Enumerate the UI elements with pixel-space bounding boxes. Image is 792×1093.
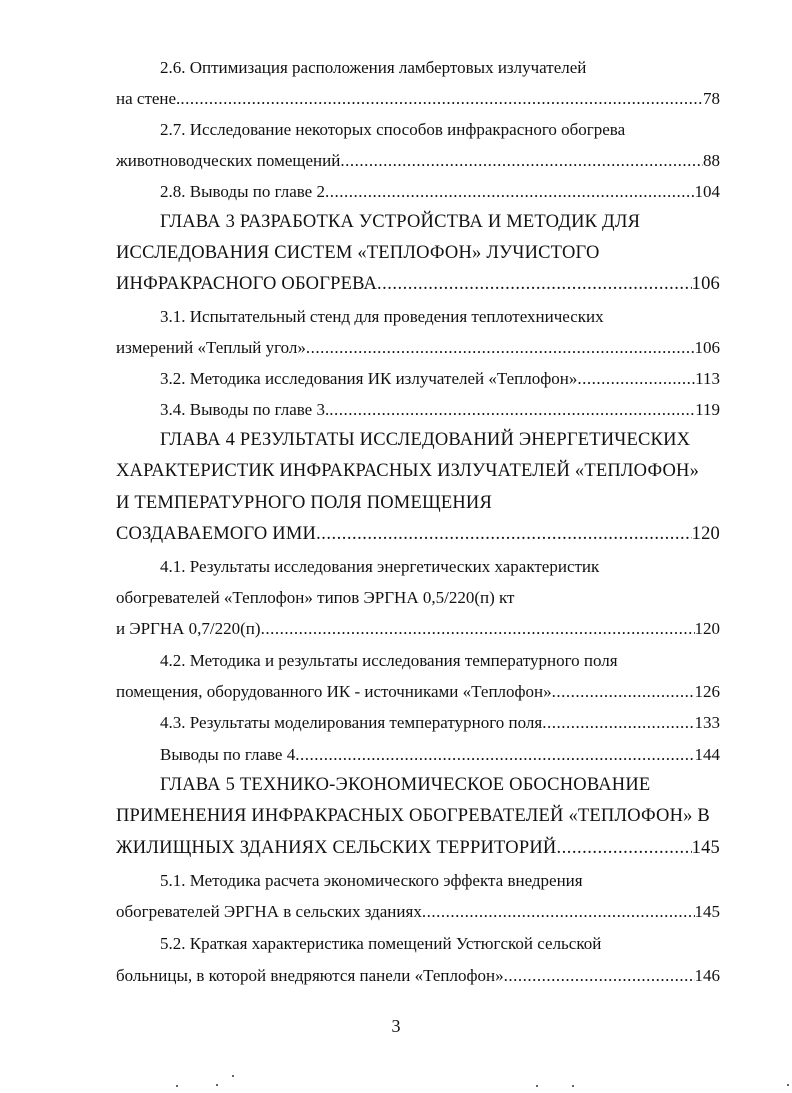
chapter-5-heading-line-1: ГЛАВА 5 ТЕХНИКО-ЭКОНОМИЧЕСКОЕ ОБОСНОВАНИЕ [160,775,651,795]
toc-entry-text: помещения, оборудованного ИК - источниками «Теплофон» [116,682,552,701]
toc-entry-text: Выводы по главе 4 [160,745,296,764]
chapter-5-heading-line-2: ПРИМЕНЕНИЯ ИНФРАКРАСНЫХ ОБОГРЕВАТЕЛЕЙ «ТЕПЛОФОН» В [116,806,710,826]
dot-leader [325,176,695,207]
toc-entry-text: 3.4. Выводы по главе 3. [160,400,330,419]
chapter-3-heading-line-2: ИССЛЕДОВАНИЯ СИСТЕМ «ТЕПЛОФОН» ЛУЧИСТОГО [116,243,600,263]
toc-entry-4-1-row[interactable] [116,613,720,644]
toc-entry-2-8-row[interactable] [160,176,720,207]
toc-entry-text: СОЗДАВАЕМОГО ИМИ [116,524,317,544]
toc-entry-text: обогревателей ЭРГНА в сельских зданиях [116,902,422,921]
toc-entry-4-1-title: 4.1. Результаты исследования энергетических характеристик [160,557,600,576]
chapter-3-heading-line-1: ГЛАВА 3 РАЗРАБОТКА УСТРОЙСТВА И МЕТОДИК ДЛЯ [160,212,641,232]
toc-entry-5-1-title: 5.1. Методика расчета экономического эффекта внедрения [160,871,583,890]
toc-entry-4-2-title: 4.2. Методика и результаты исследования температурного поля [160,651,618,670]
dot-leader [316,519,692,550]
dot-leader [377,269,692,300]
dot-leader [422,896,695,927]
toc-entry-text: и ЭРГНА 0,7/220(п) [116,619,261,638]
dot-leader [306,332,695,363]
dot-leader [542,707,694,738]
toc-entry-text: ЖИЛИЩНЫХ ЗДАНИЯХ СЕЛЬСКИХ ТЕРРИТОРИЙ [116,838,557,858]
toc-chapter-4-row[interactable] [116,519,720,550]
toc-page-number: 104 [694,182,720,201]
dot-leader [295,739,694,770]
toc-page-number: 120 [694,619,720,638]
toc-entry-2-7-row[interactable] [116,145,720,176]
toc-entry-3-1-row[interactable] [116,332,720,363]
toc-entry-text: животноводческих помещений [116,151,341,170]
scan-speck [536,1085,538,1087]
toc-entry-text: 3.2. Методика исследования ИК излучателей «Теплофон» [160,369,578,388]
toc-entry-2-6-title: 2.6. Оптимизация расположения ламбертовых излучателей [160,58,587,77]
toc-page-number: 120 [691,524,720,544]
toc-entry-text: 4.3. Результаты моделирования температурного поля [160,713,543,732]
chapter-4-heading-line-1: ГЛАВА 4 РЕЗУЛЬТАТЫ ИССЛЕДОВАНИЙ ЭНЕРГЕТИЧЕСКИХ [160,430,691,450]
toc-entry-4-3-row[interactable] [160,707,720,738]
toc-entry-2-6-row[interactable] [116,83,720,114]
toc-chapter-3-row[interactable] [116,269,720,300]
toc-page-number: 133 [694,713,720,732]
dot-leader [329,394,695,425]
toc-entry-4-1-line-2: обогревателей «Теплофон» типов ЭРГНА 0,5/220(п) кт [116,588,515,607]
toc-entry-4-2-row[interactable] [116,676,720,707]
toc-page-number: 144 [694,745,720,764]
toc-page-number: 119 [695,400,720,419]
dot-leader [180,83,703,114]
toc-entry-2-7-title: 2.7. Исследование некоторых способов инфракрасного обогрева [160,120,626,139]
toc-entry-5-2-row[interactable] [116,960,720,991]
toc-page-number: 78 [703,89,720,108]
scan-speck [176,1085,178,1087]
toc-entry-text: больницы, в которой внедряются панели «Теплофон» [116,966,504,985]
toc-entry-text: 2.8. Выводы по главе 2 [160,182,325,201]
toc-chapter-5-row[interactable] [116,833,720,864]
scan-speck [216,1084,218,1086]
chapter-4-heading-line-3: И ТЕМПЕРАТУРНОГО ПОЛЯ ПОМЕЩЕНИЯ [116,493,492,513]
toc-entry-3-4-row[interactable] [160,394,720,425]
toc-page-number: 106 [694,338,720,357]
toc-page-number: 145 [691,838,720,858]
dot-leader [504,960,695,991]
toc-entry-text: измерений «Теплый угол» [116,338,306,357]
dot-leader [556,833,691,864]
toc-page-number: 88 [703,151,720,170]
toc-entry-5-1-row[interactable] [116,896,720,927]
dot-leader [552,676,695,707]
toc-entry-5-2-title: 5.2. Краткая характеристика помещений Устюгской сельской [160,934,602,953]
dot-leader [577,363,695,394]
toc-entry-text: ИНФРАКРАСНОГО ОБОГРЕВА [116,274,378,294]
toc-entry-conclusions-4-row[interactable] [160,739,720,770]
scan-speck [787,1084,789,1086]
page-number: 3 [391,1016,401,1036]
toc-entry-3-1-title: 3.1. Испытательный стенд для проведения теплотехнических [160,307,604,326]
dot-leader [340,145,703,176]
toc-page-number: 145 [694,902,720,921]
dot-leader [261,613,695,644]
toc-page-number: 113 [695,369,720,388]
toc-entry-text: на стене. [116,89,181,108]
toc-page-number: 146 [694,966,720,985]
toc-page-number: 126 [694,682,720,701]
scan-speck [232,1075,234,1077]
chapter-4-heading-line-2: ХАРАКТЕРИСТИК ИНФРАКРАСНЫХ ИЗЛУЧАТЕЛЕЙ «ТЕПЛОФОН» [116,461,700,481]
toc-page-number: 106 [691,274,720,294]
toc-entry-3-2-row[interactable] [160,363,720,394]
scan-speck [572,1085,574,1087]
